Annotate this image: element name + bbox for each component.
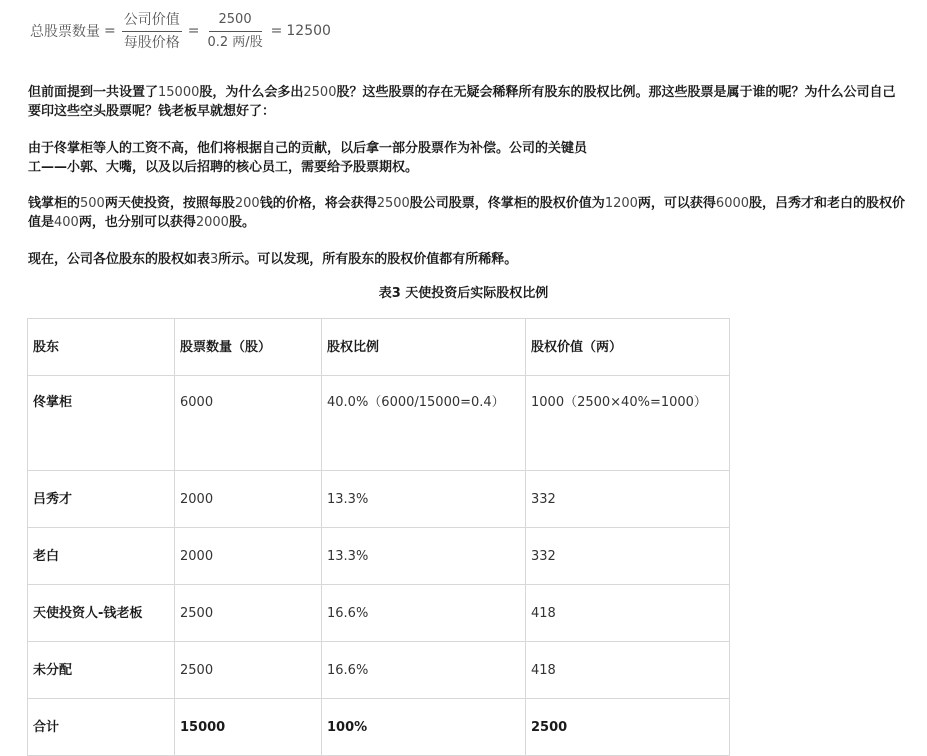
- cell-share-count: 2000: [175, 528, 322, 585]
- p3-number-200: 200: [234, 196, 260, 211]
- table-caption: [0, 285, 927, 303]
- p3-number-1200: 1200: [604, 196, 638, 211]
- paragraph-table-intro: [28, 250, 908, 269]
- header-share-count: 股票数量（股）: [175, 319, 322, 376]
- formula-equals-1: =: [104, 23, 116, 39]
- fraction-2-numerator: 2500: [209, 11, 262, 32]
- cell-share-count: 6000: [175, 376, 322, 471]
- cell-shareholder: 天使投资人-钱老板: [28, 585, 175, 642]
- share-count-formula: [30, 8, 331, 54]
- table-row: [28, 471, 730, 528]
- cell-shareholder: 吕秀才: [28, 471, 175, 528]
- p3-text-a: 钱掌柜的: [28, 196, 81, 211]
- equity-table: [27, 318, 730, 756]
- p3-text-g: 股公司股票，佟掌柜的股权价值为: [409, 196, 605, 211]
- total-label: 合计: [28, 699, 175, 756]
- cell-share-count: 2500: [175, 585, 322, 642]
- cell-equity-value: 418: [526, 585, 730, 642]
- formula-fraction-1: [122, 11, 182, 52]
- cell-equity-value: 332: [526, 528, 730, 585]
- cell-share-count: 2000: [175, 471, 322, 528]
- cell-equity-ratio: 16.6%: [322, 585, 526, 642]
- p3-text-o: 股。: [228, 215, 255, 230]
- cell-shareholder: 未分配: [28, 642, 175, 699]
- p3-number-6000: 6000: [715, 196, 750, 211]
- total-share-count: 15000: [175, 699, 322, 756]
- cell-shareholder: 佟掌柜: [28, 376, 175, 471]
- paragraph-angel-investment: [28, 194, 906, 232]
- cell-equity-value: 332: [526, 471, 730, 528]
- total-equity-ratio: 100%: [322, 699, 526, 756]
- p3-number-400: 400: [54, 215, 79, 230]
- table-row: [28, 642, 730, 699]
- cell-share-count: 2500: [175, 642, 322, 699]
- cell-equity-ratio: 16.6%: [322, 642, 526, 699]
- formula-fraction-2: [205, 11, 264, 52]
- formula-equals-3: =: [270, 23, 283, 39]
- header-shareholder: 股东: [28, 319, 175, 376]
- p1-text-e: 股？这些股票的存在无疑会稀释所有股东的股权比例。那这些股票是属于谁的呢？为什么公司自己要印这些空头股票呢？钱老板早就想好了：: [28, 85, 896, 119]
- table-row: [28, 376, 730, 471]
- p3-text-e: 钱的价格，将会获得: [259, 196, 377, 211]
- p3-number-500: 500: [80, 196, 105, 211]
- cell-equity-value: 418: [526, 642, 730, 699]
- p3-text-k: 股，吕秀才和老白的股权价值是: [28, 196, 906, 230]
- formula-result: 12500: [286, 23, 331, 39]
- table-row: [28, 528, 730, 585]
- table-caption-text: 表3 天使投资后实际股权比例: [378, 286, 549, 301]
- p1-number-15000: 15000: [158, 85, 200, 100]
- formula-lhs: 总股票数量: [30, 24, 100, 40]
- cell-equity-ratio: 13.3%: [322, 528, 526, 585]
- p3-number-2500: 2500: [376, 196, 410, 211]
- table-header-row: [28, 319, 730, 376]
- p1-text-a: 但前面提到一共设置了: [28, 85, 159, 100]
- fraction-2-denominator: 0.2 两/股: [207, 34, 263, 50]
- header-equity-ratio: 股权比例: [322, 319, 526, 376]
- fraction-1-denominator: 每股价格: [123, 34, 180, 51]
- p1-text-c: 股，为什么会多出: [199, 85, 304, 100]
- fraction-1-numerator: 公司价值: [122, 11, 182, 32]
- cell-equity-ratio: 40.0%（6000/15000=0.4）: [322, 376, 526, 471]
- cell-shareholder: 老白: [28, 528, 175, 585]
- p4-text-c: 所示。可以发现，所有股东的股权价值都有所稀释。: [218, 252, 518, 267]
- total-equity-value: 2500: [526, 699, 730, 756]
- p1-number-2500: 2500: [303, 85, 337, 100]
- table-total-row: [28, 699, 730, 756]
- p3-text-m: 两，也分别可以获得: [78, 215, 196, 230]
- cell-equity-ratio: 13.3%: [322, 471, 526, 528]
- table-row: [28, 585, 730, 642]
- paragraph-extra-shares: [28, 83, 908, 121]
- p4-number-3: 3: [210, 252, 219, 267]
- p4-text-a: 现在，公司各位股东的股权如表: [28, 252, 211, 267]
- cell-equity-value: 1000（2500×40%=1000）: [526, 376, 730, 471]
- p3-number-2000: 2000: [195, 215, 229, 230]
- p3-text-i: 两，可以获得: [637, 196, 716, 211]
- paragraph-employee-options: 由于佟掌柜等人的工资不高，他们将根据自己的贡献，以后拿一部分股票作为补偿。公司的关键员工——小郭、大嘴，以及以后招聘的核心员工，需要给予股票期权。: [28, 141, 588, 175]
- p3-text-c: 两天使投资，按照每股: [104, 196, 235, 211]
- formula-equals-2: =: [187, 23, 200, 39]
- header-equity-value: 股权价值（两）: [526, 319, 730, 376]
